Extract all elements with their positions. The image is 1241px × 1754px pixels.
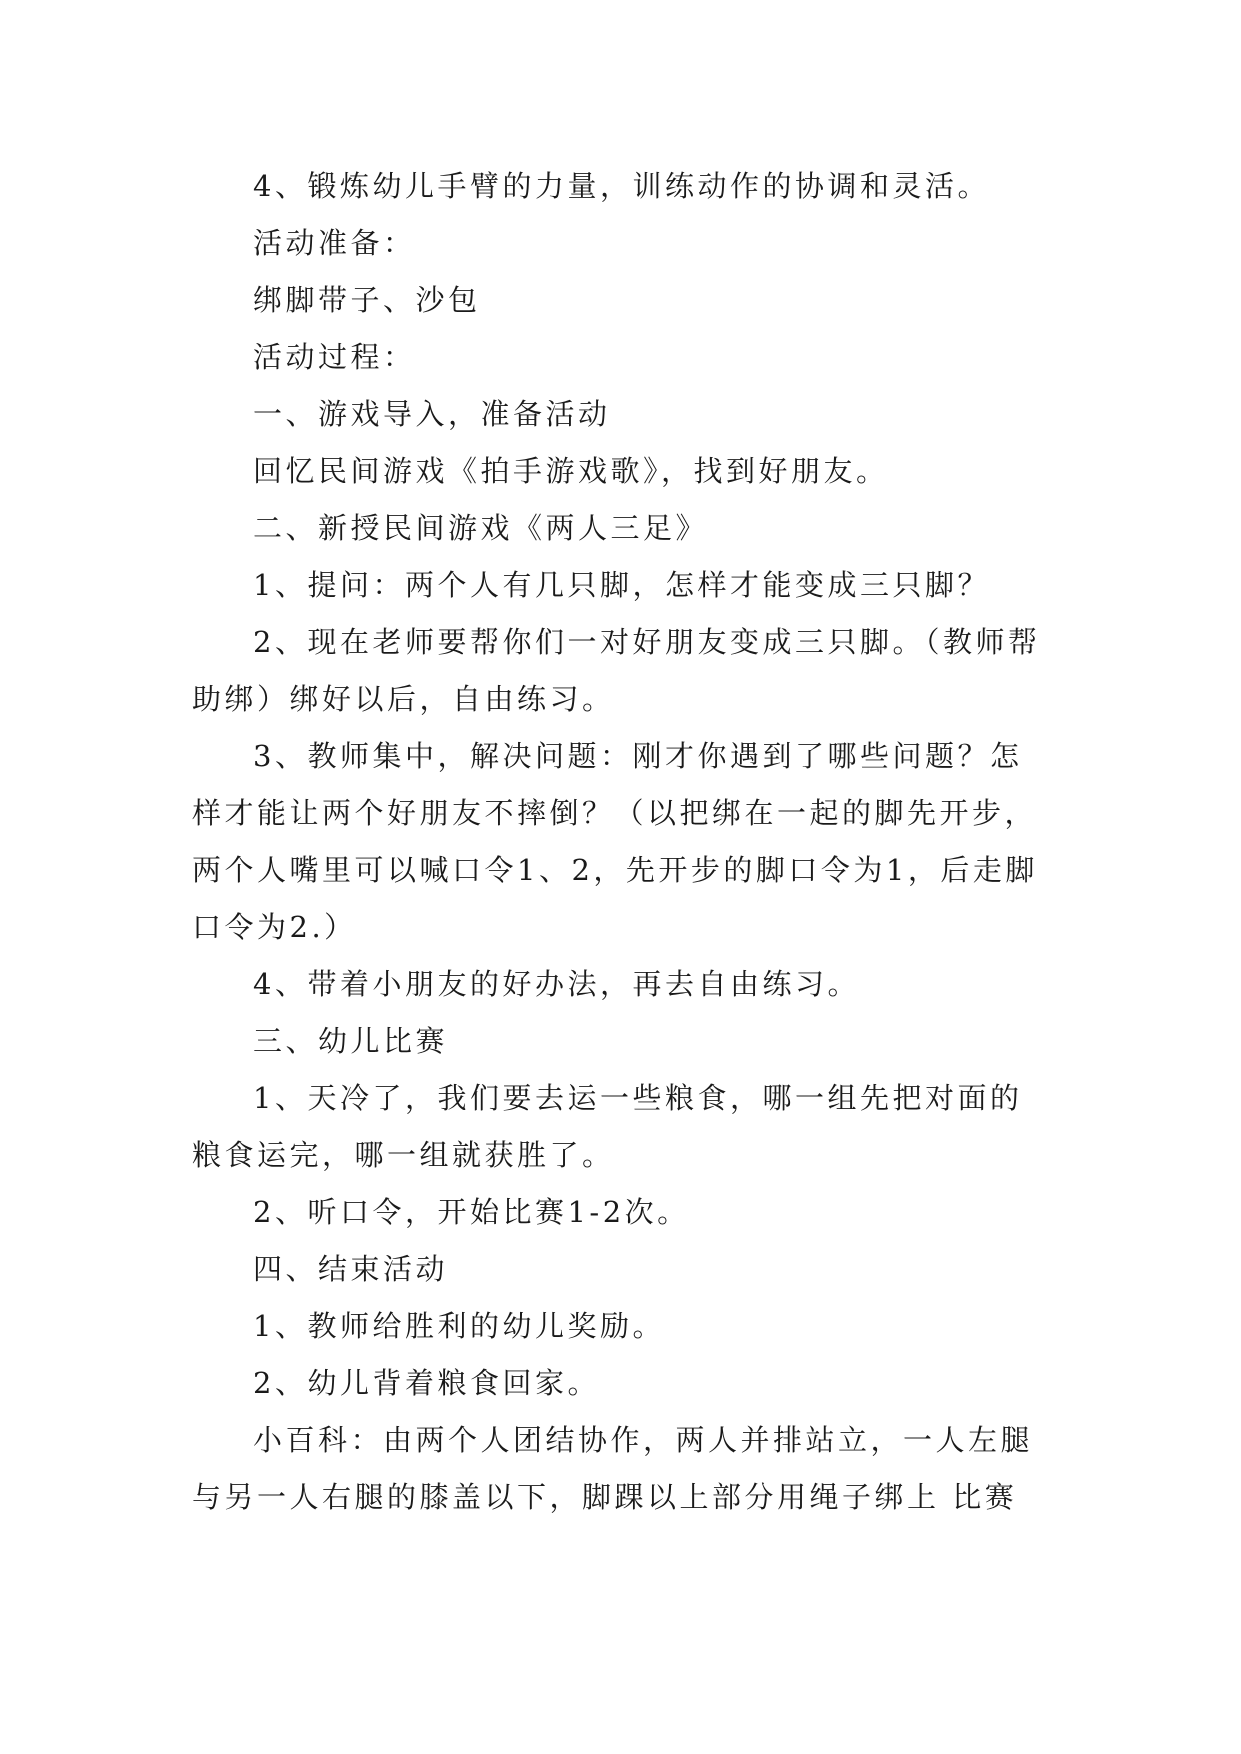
paragraph-line: 1、提问：两个人有几只脚，怎样才能变成三只脚？ xyxy=(253,568,990,602)
paragraph-line: 与另一人右腿的膝盖以下，脚踝以上部分用绳子绑上 比赛 xyxy=(192,1480,1018,1514)
paragraph-line: 1、天冷了，我们要去运一些粮食，哪一组先把对面的 xyxy=(253,1081,1023,1115)
paragraph-line: 2、听口令，开始比赛1-2次。 xyxy=(253,1195,690,1229)
paragraph-line: 助绑）绑好以后，自由练习。 xyxy=(192,682,615,716)
paragraph-line: 4、锻炼幼儿手臂的力量，训练动作的协调和灵活。 xyxy=(253,169,990,203)
paragraph-line: 回忆民间游戏《拍手游戏歌》，找到好朋友。 xyxy=(253,454,889,488)
paragraph-line: 小百科：由两个人团结协作，两人并排站立，一人左腿 xyxy=(253,1423,1034,1457)
paragraph-line: 两个人嘴里可以喊口令1、2，先开步的脚口令为1，后走脚 xyxy=(192,853,1038,887)
paragraph-line: 四、结束活动 xyxy=(253,1252,449,1286)
paragraph-line: 3、教师集中，解决问题：刚才你遇到了哪些问题？怎 xyxy=(253,739,1023,773)
paragraph-line: 2、现在老师要帮你们一对好朋友变成三只脚。（教师帮 xyxy=(253,625,1041,659)
paragraph-line: 一、游戏导入，准备活动 xyxy=(253,397,611,431)
paragraph-line: 活动准备： xyxy=(253,226,416,260)
paragraph-line: 4、带着小朋友的好办法，再去自由练习。 xyxy=(253,967,860,1001)
paragraph-line: 三、幼儿比赛 xyxy=(253,1024,449,1058)
paragraph-line: 二、新授民间游戏《两人三足》 xyxy=(253,511,709,545)
paragraph-line: 1、教师给胜利的幼儿奖励。 xyxy=(253,1309,665,1343)
paragraph-line: 粮食运完，哪一组就获胜了。 xyxy=(192,1138,615,1172)
paragraph-line: 样才能让两个好朋友不摔倒？（以把绑在一起的脚先开步， xyxy=(192,796,1038,830)
paragraph-line: 2、幼儿背着粮食回家。 xyxy=(253,1366,600,1400)
paragraph-line: 口令为2.） xyxy=(192,910,357,944)
paragraph-line: 绑脚带子、沙包 xyxy=(253,283,481,317)
paragraph-line: 活动过程： xyxy=(253,340,416,374)
